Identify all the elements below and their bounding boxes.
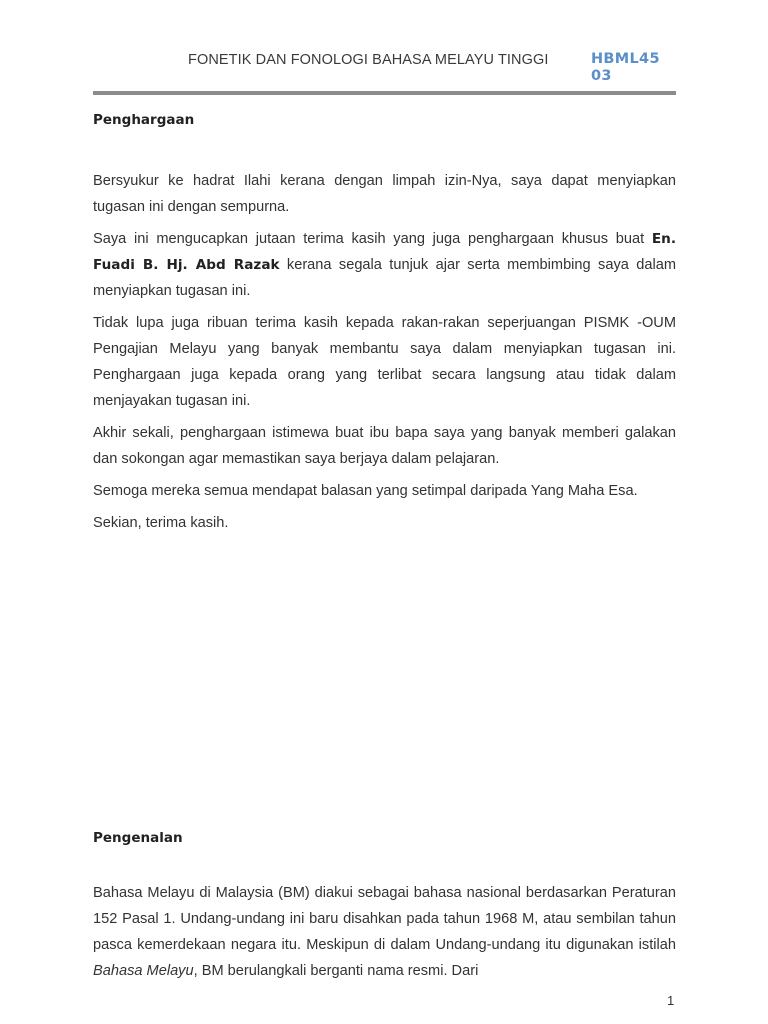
header-divider: [93, 91, 676, 95]
text-run: , BM berulangkali berganti nama resmi. Dari: [193, 963, 479, 979]
paragraph: [93, 880, 676, 984]
paragraph: Semoga mereka semua mendapat balasan yang setimpal daripada Yang Maha Esa.: [93, 483, 638, 499]
acknowledgement-body: [93, 168, 676, 542]
paragraph: Bersyukur ke hadrat Ilahi kerana dengan limpah izin-Nya, saya dapat menyiapkan tugasan ini dengan sempurna.: [93, 173, 676, 215]
header-title: FONETIK DAN FONOLOGI BAHASA MELAYU TINGGI: [188, 52, 549, 68]
paragraph: Sekian, terima kasih.: [93, 515, 229, 531]
paragraph: [93, 226, 676, 304]
paragraph: Tidak lupa juga ribuan terima kasih kepada rakan-rakan seperjuangan PISMK -OUM Pengajian Melayu yang banyak membantu saya dalam menyiapkan tugasan ini. Penghargaan juga kepada orang yang terlibat secara langsung atau tidak dalam menjayakan tugasan ini.: [93, 315, 676, 409]
paragraph: Akhir sekali, penghargaan istimewa buat ibu bapa saya yang banyak memberi galakan dan sokongan agar memastikan saya berjaya dalam pelajaran.: [93, 425, 676, 467]
course-code: HBML4503: [591, 51, 660, 84]
introduction-body: [93, 880, 676, 990]
introduction-heading: Pengenalan: [93, 830, 183, 846]
text-run: kerana segala tunjuk ajar serta membimbing saya dalam menyiapkan tugasan ini.: [93, 257, 676, 299]
page-number: 1: [667, 993, 675, 1008]
supervisor-name: En. Fuadi B. Hj. Abd Razak: [93, 231, 676, 273]
text-run: Saya ini mengucapkan jutaan terima kasih yang juga penghargaan khusus buat: [93, 231, 652, 247]
text-run: Bahasa Melayu di Malaysia (BM) diakui sebagai bahasa nasional berdasarkan Peraturan 152 Pasal 1. Undang-undang ini baru disahkan pada tahun 1968 M, atau sembilan tahun pasca kemerdekaan negara itu. Meskipun di dalam Undang-undang itu digunakan istilah: [93, 885, 676, 953]
page-header: [93, 50, 676, 92]
acknowledgement-heading: Penghargaan: [93, 112, 195, 128]
italic-term: Bahasa Melayu: [93, 963, 194, 979]
